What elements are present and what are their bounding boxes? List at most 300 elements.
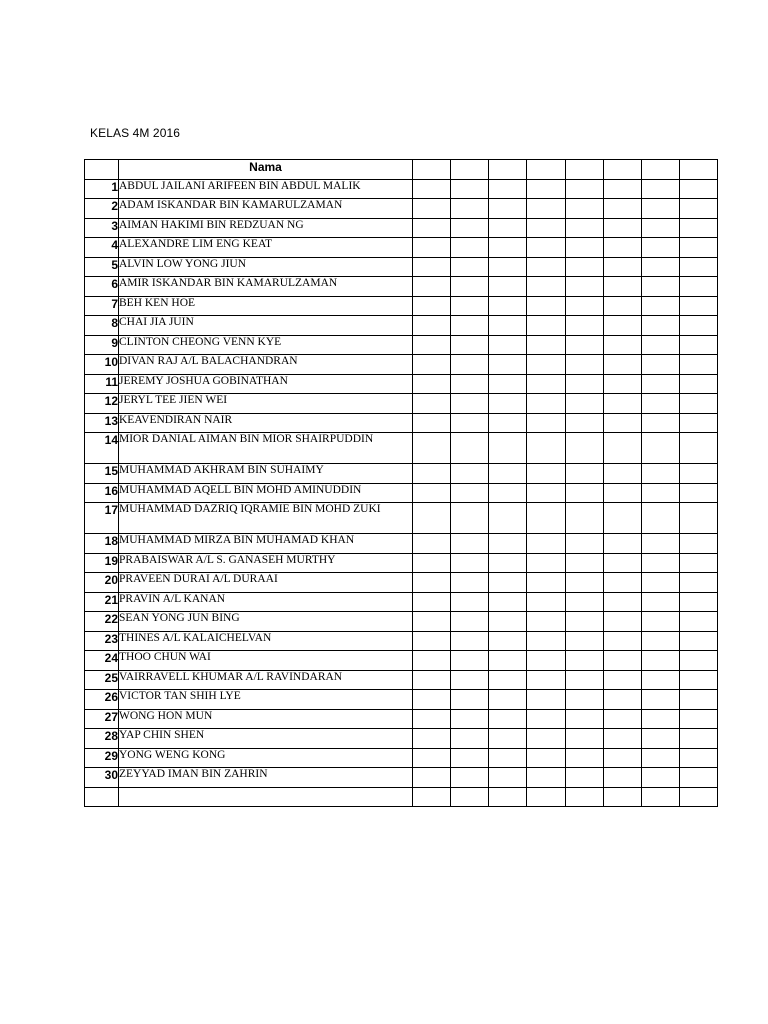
blank-cell (489, 729, 527, 749)
blank-cell (679, 651, 717, 671)
blank-cell (603, 573, 641, 593)
blank-cell (451, 534, 489, 554)
blank-cell (527, 355, 565, 375)
blank-cell (679, 199, 717, 219)
blank-cell (413, 238, 451, 258)
blank-cell (413, 218, 451, 238)
blank-cell (489, 573, 527, 593)
blank-cell (489, 355, 527, 375)
row-number: 22 (85, 612, 119, 632)
blank-cell (489, 335, 527, 355)
blank-cell (603, 612, 641, 632)
blank-cell (641, 503, 679, 534)
blank-cell (641, 787, 679, 807)
blank-cell (527, 464, 565, 484)
blank-cell (679, 394, 717, 414)
blank-cell (603, 592, 641, 612)
row-number: 16 (85, 483, 119, 503)
blank-cell (413, 199, 451, 219)
blank-cell (451, 413, 489, 433)
blank-cell (565, 748, 603, 768)
blank-cell (451, 296, 489, 316)
blank-cell (565, 257, 603, 277)
blank-cell (641, 651, 679, 671)
roster-body (85, 179, 718, 807)
student-name: MUHAMMAD MIRZA BIN MUHAMAD KHAN (119, 534, 413, 554)
blank-cell (451, 238, 489, 258)
blank-cell (641, 553, 679, 573)
table-row (85, 748, 718, 768)
table-row (85, 553, 718, 573)
blank-cell (489, 433, 527, 464)
blank-cell (527, 503, 565, 534)
table-row (85, 277, 718, 297)
blank-cell (489, 787, 527, 807)
blank-cell (413, 651, 451, 671)
blank-cell (603, 374, 641, 394)
blank-cell (451, 787, 489, 807)
student-name: ZEYYAD IMAN BIN ZAHRIN (119, 768, 413, 788)
row-number: 4 (85, 238, 119, 258)
blank-cell (603, 335, 641, 355)
blank-cell (413, 787, 451, 807)
blank-cell (413, 553, 451, 573)
blank-cell (565, 651, 603, 671)
blank-cell (565, 709, 603, 729)
blank-cell (603, 553, 641, 573)
blank-cell (413, 768, 451, 788)
blank-cell (679, 787, 717, 807)
student-name: WONG HON MUN (119, 709, 413, 729)
blank-cell (527, 257, 565, 277)
blank-cell (527, 218, 565, 238)
blank-cell (527, 199, 565, 219)
row-number: 7 (85, 296, 119, 316)
row-number: 10 (85, 355, 119, 375)
student-roster-table (84, 159, 718, 807)
blank-cell (489, 768, 527, 788)
blank-cell (527, 238, 565, 258)
blank-cell (451, 690, 489, 710)
row-number: 3 (85, 218, 119, 238)
table-row (85, 296, 718, 316)
blank-cell (603, 651, 641, 671)
table-row (85, 503, 718, 534)
blank-cell (603, 729, 641, 749)
row-number: 19 (85, 553, 119, 573)
blank-cell (565, 690, 603, 710)
blank-cell (641, 394, 679, 414)
row-number: 24 (85, 651, 119, 671)
student-name: JERYL TEE JIEN WEI (119, 394, 413, 414)
blank-cell (489, 503, 527, 534)
row-number: 18 (85, 534, 119, 554)
student-name: VICTOR TAN SHIH LYE (119, 690, 413, 710)
student-name: CLINTON CHEONG VENN KYE (119, 335, 413, 355)
blank-cell (603, 690, 641, 710)
header-blank-cell (565, 160, 603, 180)
blank-cell (565, 179, 603, 199)
header-blank-cell (489, 160, 527, 180)
student-name: THINES A/L KALAICHELVAN (119, 631, 413, 651)
row-number: 25 (85, 670, 119, 690)
blank-cell (451, 335, 489, 355)
blank-cell (679, 413, 717, 433)
blank-cell (603, 748, 641, 768)
blank-cell (451, 573, 489, 593)
blank-cell (527, 573, 565, 593)
blank-cell (641, 729, 679, 749)
blank-cell (603, 413, 641, 433)
table-row (85, 433, 718, 464)
blank-cell (679, 612, 717, 632)
student-name: PRAVEEN DURAI A/L DURAAI (119, 573, 413, 593)
blank-cell (413, 573, 451, 593)
blank-cell (641, 534, 679, 554)
blank-cell (679, 592, 717, 612)
table-row (85, 768, 718, 788)
student-name: ALEXANDRE LIM ENG KEAT (119, 238, 413, 258)
blank-cell (641, 670, 679, 690)
blank-cell (641, 296, 679, 316)
blank-cell (565, 413, 603, 433)
blank-cell (527, 787, 565, 807)
header-number-cell (85, 160, 119, 180)
blank-cell (489, 413, 527, 433)
blank-cell (641, 631, 679, 651)
blank-cell (603, 199, 641, 219)
blank-cell (413, 748, 451, 768)
blank-cell (489, 296, 527, 316)
blank-cell (679, 553, 717, 573)
blank-cell (413, 394, 451, 414)
table-row (85, 179, 718, 199)
row-number: 23 (85, 631, 119, 651)
blank-cell (641, 179, 679, 199)
row-number: 15 (85, 464, 119, 484)
blank-cell (527, 433, 565, 464)
blank-cell (527, 670, 565, 690)
student-name: ALVIN LOW YONG JIUN (119, 257, 413, 277)
blank-cell (565, 534, 603, 554)
student-name: CHAI JIA JUIN (119, 316, 413, 336)
table-row (85, 573, 718, 593)
blank-cell (679, 534, 717, 554)
blank-cell (603, 355, 641, 375)
row-number: 11 (85, 374, 119, 394)
blank-cell (451, 355, 489, 375)
blank-cell (527, 534, 565, 554)
blank-cell (565, 218, 603, 238)
blank-cell (565, 768, 603, 788)
table-header-row (85, 160, 718, 180)
blank-cell (565, 355, 603, 375)
blank-cell (489, 316, 527, 336)
blank-cell (679, 503, 717, 534)
blank-cell (527, 179, 565, 199)
student-name: PRAVIN A/L KANAN (119, 592, 413, 612)
blank-cell (679, 433, 717, 464)
blank-cell (679, 670, 717, 690)
blank-cell (413, 335, 451, 355)
blank-cell (641, 690, 679, 710)
blank-cell (451, 503, 489, 534)
table-row (85, 355, 718, 375)
blank-cell (679, 374, 717, 394)
student-name: ABDUL JAILANI ARIFEEN BIN ABDUL MALIK (119, 179, 413, 199)
blank-cell (451, 612, 489, 632)
blank-cell (413, 413, 451, 433)
blank-cell (641, 413, 679, 433)
student-name: SEAN YONG JUN BING (119, 612, 413, 632)
blank-cell (565, 394, 603, 414)
row-number: 12 (85, 394, 119, 414)
blank-cell (679, 729, 717, 749)
row-number: 9 (85, 335, 119, 355)
blank-cell (489, 277, 527, 297)
blank-cell (527, 690, 565, 710)
blank-cell (603, 394, 641, 414)
blank-cell (603, 709, 641, 729)
blank-cell (527, 553, 565, 573)
blank-cell (641, 573, 679, 593)
row-number: 14 (85, 433, 119, 464)
table-row (85, 483, 718, 503)
blank-cell (565, 787, 603, 807)
header-blank-cell (641, 160, 679, 180)
blank-cell (641, 238, 679, 258)
blank-cell (603, 238, 641, 258)
blank-cell (679, 355, 717, 375)
blank-cell (413, 670, 451, 690)
blank-cell (565, 296, 603, 316)
blank-cell (603, 316, 641, 336)
blank-cell (679, 316, 717, 336)
blank-cell (603, 218, 641, 238)
blank-cell (565, 670, 603, 690)
header-blank-cell (413, 160, 451, 180)
blank-cell (489, 218, 527, 238)
blank-cell (451, 277, 489, 297)
blank-cell (679, 179, 717, 199)
blank-cell (413, 179, 451, 199)
blank-cell (527, 316, 565, 336)
student-name: MUHAMMAD AQELL BIN MOHD AMINUDDIN (119, 483, 413, 503)
blank-cell (565, 464, 603, 484)
blank-cell (603, 787, 641, 807)
blank-cell (641, 612, 679, 632)
blank-cell (489, 534, 527, 554)
table-row (85, 464, 718, 484)
blank-cell (565, 316, 603, 336)
blank-cell (489, 394, 527, 414)
blank-cell (641, 768, 679, 788)
blank-cell (413, 690, 451, 710)
blank-cell (527, 748, 565, 768)
table-row (85, 199, 718, 219)
blank-cell (489, 670, 527, 690)
table-row (85, 651, 718, 671)
blank-cell (489, 464, 527, 484)
blank-cell (451, 709, 489, 729)
header-blank-cell (679, 160, 717, 180)
blank-cell (679, 335, 717, 355)
blank-cell (603, 257, 641, 277)
blank-cell (489, 592, 527, 612)
blank-cell (451, 179, 489, 199)
blank-cell (565, 503, 603, 534)
blank-cell (451, 483, 489, 503)
student-name: VAIRRAVELL KHUMAR A/L RAVINDARAN (119, 670, 413, 690)
blank-cell (641, 355, 679, 375)
student-name: THOO CHUN WAI (119, 651, 413, 671)
student-name: BEH KEN HOE (119, 296, 413, 316)
blank-cell (565, 631, 603, 651)
blank-cell (565, 335, 603, 355)
row-number: 2 (85, 199, 119, 219)
blank-cell (679, 277, 717, 297)
blank-cell (565, 238, 603, 258)
blank-cell (489, 199, 527, 219)
blank-cell (603, 179, 641, 199)
blank-cell (603, 277, 641, 297)
header-blank-cell (603, 160, 641, 180)
blank-cell (679, 709, 717, 729)
row-number (85, 787, 119, 807)
blank-cell (565, 592, 603, 612)
blank-cell (489, 374, 527, 394)
student-name: YAP CHIN SHEN (119, 729, 413, 749)
blank-cell (413, 612, 451, 632)
blank-cell (489, 690, 527, 710)
blank-cell (679, 218, 717, 238)
student-name: YONG WENG KONG (119, 748, 413, 768)
blank-cell (641, 199, 679, 219)
blank-cell (489, 748, 527, 768)
blank-cell (679, 296, 717, 316)
blank-cell (451, 631, 489, 651)
table-row (85, 612, 718, 632)
blank-cell (451, 748, 489, 768)
blank-cell (451, 199, 489, 219)
student-name (119, 787, 413, 807)
blank-cell (413, 257, 451, 277)
row-number: 13 (85, 413, 119, 433)
table-row (85, 218, 718, 238)
blank-cell (413, 433, 451, 464)
student-name: PRABAISWAR A/L S. GANASEH MURTHY (119, 553, 413, 573)
table-row (85, 374, 718, 394)
student-name: KEAVENDIRAN NAIR (119, 413, 413, 433)
blank-cell (603, 296, 641, 316)
blank-cell (679, 768, 717, 788)
blank-cell (489, 631, 527, 651)
blank-cell (413, 483, 451, 503)
blank-cell (679, 238, 717, 258)
blank-cell (603, 631, 641, 651)
table-row (85, 670, 718, 690)
blank-cell (489, 709, 527, 729)
table-row (85, 690, 718, 710)
row-number: 17 (85, 503, 119, 534)
blank-cell (603, 464, 641, 484)
blank-cell (527, 768, 565, 788)
blank-cell (413, 316, 451, 336)
table-row (85, 631, 718, 651)
student-name: DIVAN RAJ A/L BALACHANDRAN (119, 355, 413, 375)
blank-cell (679, 464, 717, 484)
blank-cell (413, 729, 451, 749)
blank-cell (641, 464, 679, 484)
blank-cell (451, 394, 489, 414)
blank-cell (641, 277, 679, 297)
blank-cell (641, 316, 679, 336)
student-name: JEREMY JOSHUA GOBINATHAN (119, 374, 413, 394)
blank-cell (527, 592, 565, 612)
blank-cell (679, 483, 717, 503)
blank-cell (451, 768, 489, 788)
row-number: 27 (85, 709, 119, 729)
blank-cell (451, 316, 489, 336)
blank-cell (679, 257, 717, 277)
table-row (85, 413, 718, 433)
blank-cell (489, 553, 527, 573)
row-number: 1 (85, 179, 119, 199)
blank-cell (413, 631, 451, 651)
table-row (85, 534, 718, 554)
blank-cell (679, 748, 717, 768)
blank-cell (489, 179, 527, 199)
blank-cell (565, 573, 603, 593)
blank-cell (603, 483, 641, 503)
row-number: 29 (85, 748, 119, 768)
blank-cell (641, 748, 679, 768)
row-number: 6 (85, 277, 119, 297)
blank-cell (489, 238, 527, 258)
blank-cell (527, 277, 565, 297)
table-row (85, 335, 718, 355)
blank-cell (641, 483, 679, 503)
blank-cell (451, 464, 489, 484)
blank-cell (413, 374, 451, 394)
blank-cell (527, 394, 565, 414)
student-name: ADAM ISKANDAR BIN KAMARULZAMAN (119, 199, 413, 219)
blank-cell (451, 651, 489, 671)
blank-cell (527, 335, 565, 355)
table-row (85, 787, 718, 807)
blank-cell (413, 355, 451, 375)
student-name: AMIR ISKANDAR BIN KAMARULZAMAN (119, 277, 413, 297)
header-blank-cell (527, 160, 565, 180)
document-title: KELAS 4M 2016 (90, 126, 181, 140)
blank-cell (641, 433, 679, 464)
blank-cell (451, 729, 489, 749)
blank-cell (489, 651, 527, 671)
blank-cell (565, 277, 603, 297)
header-name-cell: Nama (119, 160, 413, 180)
blank-cell (641, 218, 679, 238)
blank-cell (451, 257, 489, 277)
student-name: MUHAMMAD DAZRIQ IQRAMIE BIN MOHD ZUKI (119, 503, 413, 534)
blank-cell (641, 374, 679, 394)
blank-cell (489, 612, 527, 632)
blank-cell (413, 277, 451, 297)
blank-cell (565, 374, 603, 394)
row-number: 20 (85, 573, 119, 593)
blank-cell (413, 534, 451, 554)
blank-cell (679, 690, 717, 710)
header-blank-cell (451, 160, 489, 180)
